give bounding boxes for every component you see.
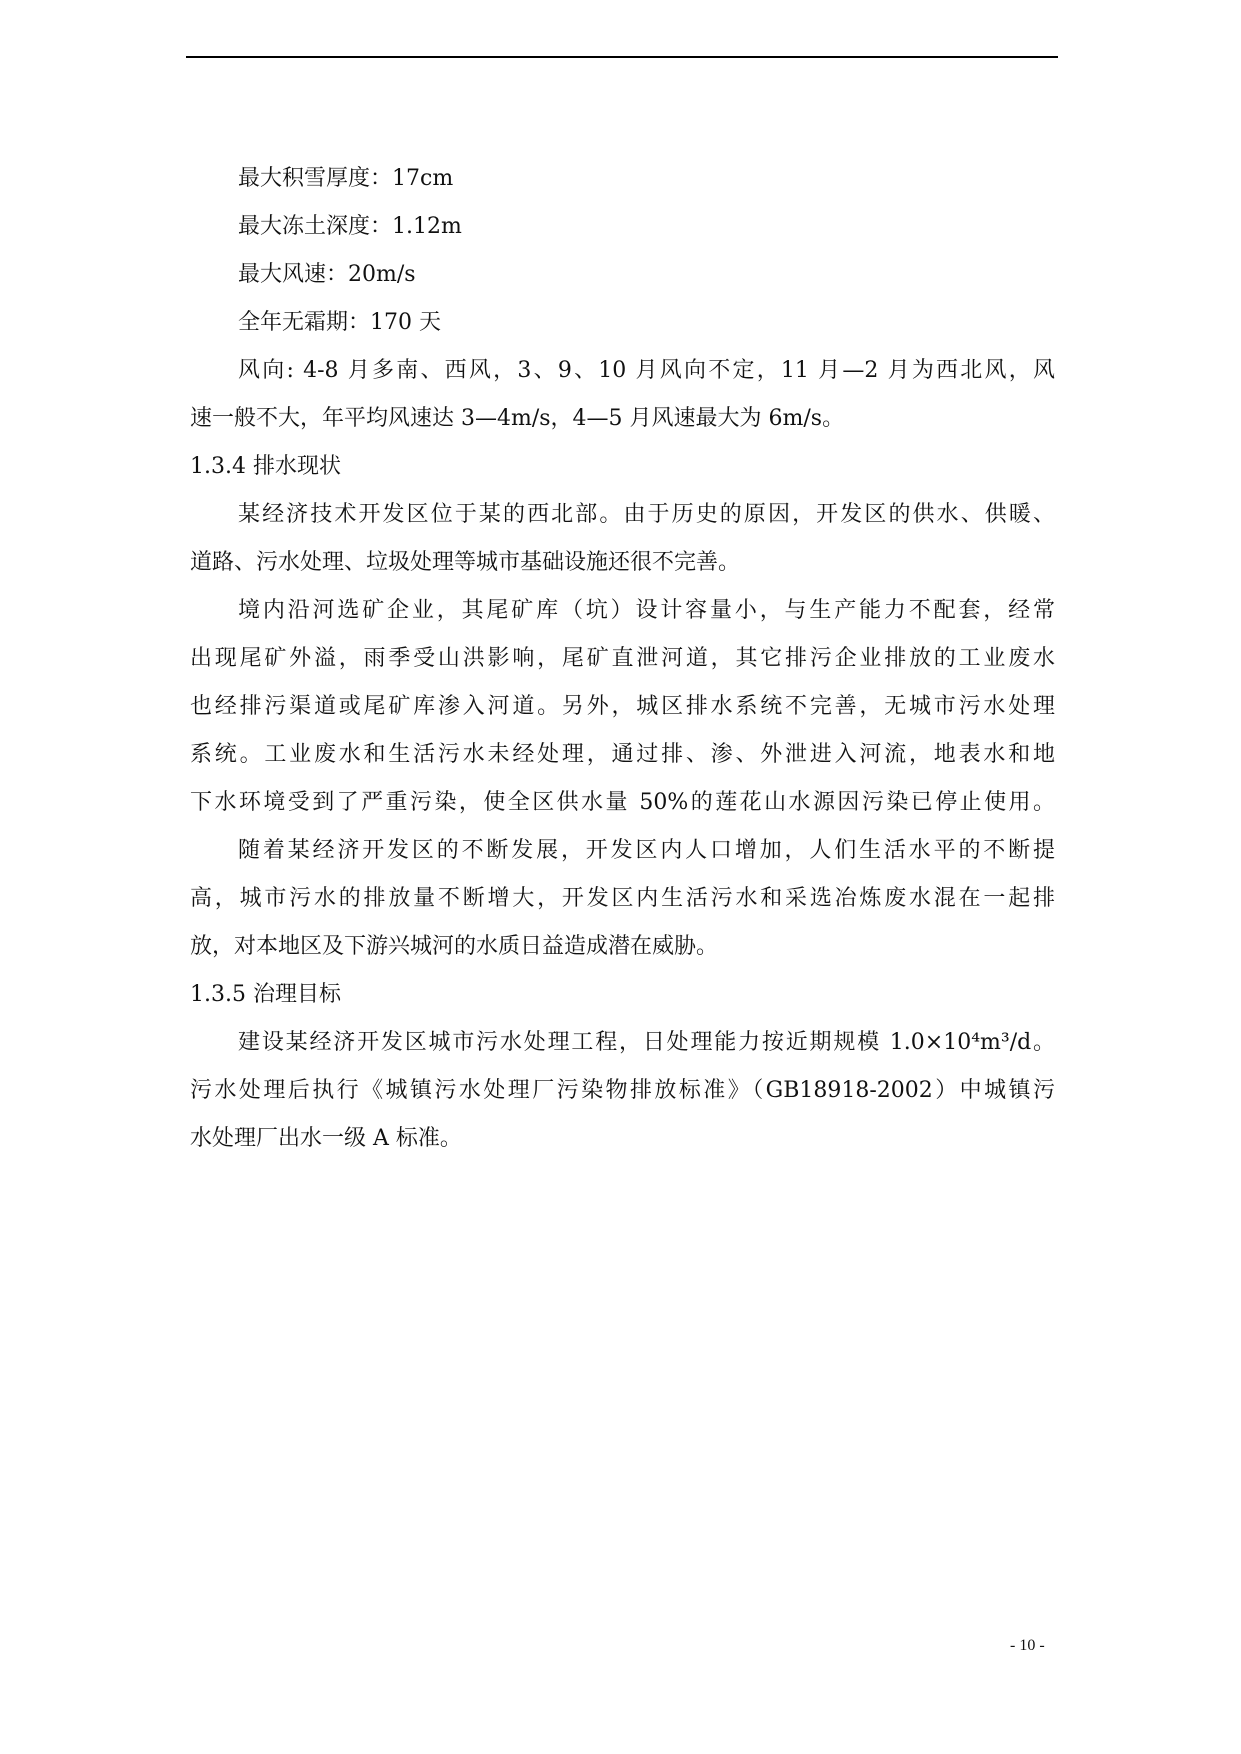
wind-direction-line-1: 风向: 4-8 月多南、西风，3、9、10 月风向不定，11 月—2 月为西北风，风 [238,358,1055,383]
page-number: - 10 - [1010,1637,1045,1654]
drainage-paragraph-3-line-1: 随着某经济开发区的不断发展，开发区内人口增加，人们生活水平的不断提 [238,838,1055,863]
drainage-paragraph-2-line-2: 出现尾矿外溢，雨季受山洪影响，尾矿直泄河道，其它排污企业排放的工业废水 [190,646,1055,671]
goals-paragraph-line-3: 水处理厂出水一级 A 标准。 [190,1126,462,1151]
drainage-paragraph-2-line-4: 系统。工业废水和生活污水未经处理，通过排、渗、外泄进入河流，地表水和地 [190,742,1055,767]
goals-paragraph-line-1: 建设某经济开发区城市污水处理工程，日处理能力按近期规模 1.0×10⁴m³/d。 [238,1030,1055,1055]
max-wind-speed-line: 最大风速：20m/s [238,262,416,287]
drainage-paragraph-2-line-5: 下水环境受到了严重污染，使全区供水量 50%的莲花山水源因污染已停止使用。 [190,790,1055,815]
drainage-paragraph-2-line-3: 也经排污渠道或尾矿库渗入河道。另外，城区排水系统不完善，无城市污水处理 [190,694,1055,719]
drainage-paragraph-1-line-1: 某经济技术开发区位于某的西北部。由于历史的原因，开发区的供水、供暖、 [238,502,1055,527]
drainage-paragraph-2-line-1: 境内沿河选矿企业，其尾矿库（坑）设计容量小，与生产能力不配套，经常 [238,598,1055,623]
drainage-paragraph-3-line-3: 放，对本地区及下游兴城河的水质日益造成潜在威胁。 [190,934,719,959]
frost-free-period-line: 全年无霜期：170 天 [238,310,441,335]
max-frozen-soil-line: 最大冻土深度：1.12m [238,214,462,239]
header-rule [186,56,1058,58]
drainage-paragraph-3-line-2: 高，城市污水的排放量不断增大，开发区内生活污水和采选冶炼废水混在一起排 [190,886,1055,911]
section-heading-treatment-goals: 1.3.5 治理目标 [190,982,341,1007]
max-snow-depth-line: 最大积雪厚度：17cm [238,166,454,191]
wind-direction-line-2: 速一般不大，年平均风速达 3—4m/s，4—5 月风速最大为 6m/s。 [190,406,845,431]
drainage-paragraph-1-line-2: 道路、污水处理、垃圾处理等城市基础设施还很不完善。 [190,550,741,575]
section-heading-drainage-status: 1.3.4 排水现状 [190,454,341,479]
goals-paragraph-line-2: 污水处理后执行《城镇污水处理厂污染物排放标准》（GB18918-2002）中城镇污 [190,1078,1055,1103]
